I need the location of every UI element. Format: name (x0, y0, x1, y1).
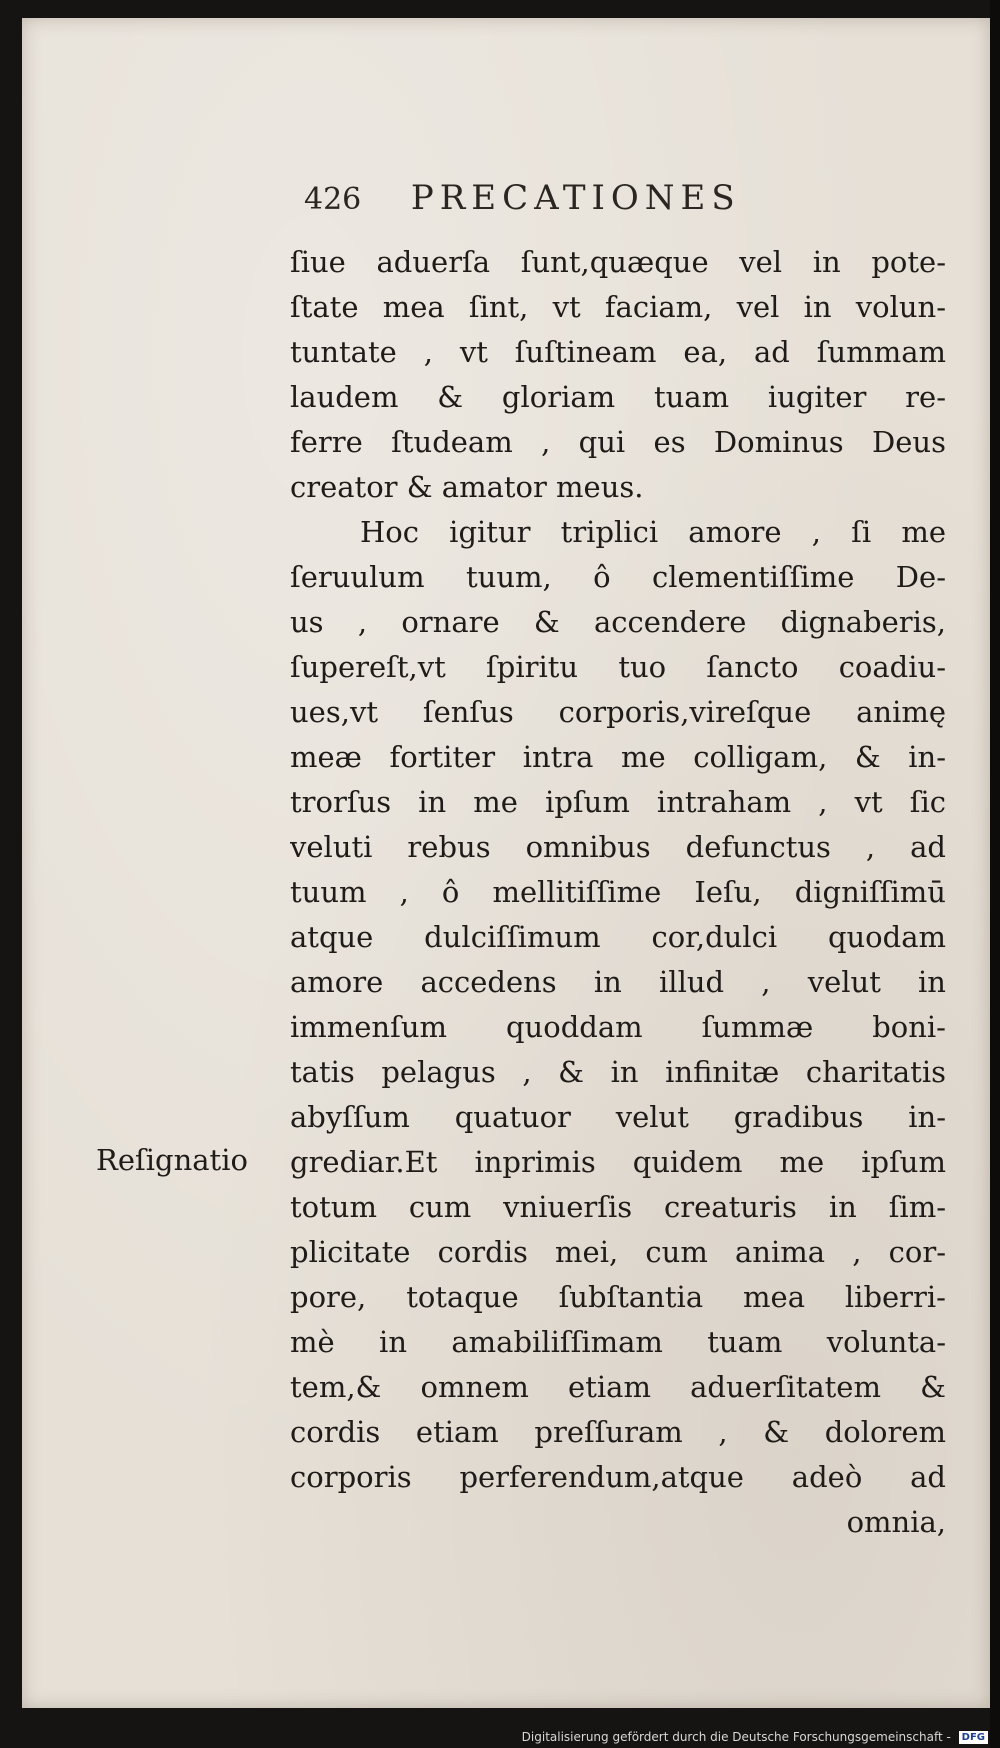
dfg-logo: DFG (959, 1731, 988, 1744)
text-line: plicitate cordis mei, cum anima , cor- (290, 1235, 946, 1269)
catchword: omnia, (846, 1505, 946, 1539)
text-line: veluti rebus omnibus defunctus , ad (290, 830, 946, 864)
text-line: ſupereſt,vt ſpiritu tuo ſancto coadiu- (290, 650, 946, 684)
text-line: creator & amator meus. (290, 470, 644, 504)
text-line: atque dulciſſimum cor,dulci quodam (290, 920, 946, 954)
text-line: laudem & gloriam tuam iugiter re- (290, 380, 946, 414)
text-line: corporis perferendum,atque adeò ad (290, 1460, 946, 1494)
text-line: tatis pelagus , & in infinitæ charitatis (290, 1055, 946, 1089)
running-head: PRECATIONES (410, 178, 741, 218)
text-line: tuntate , vt ſuſtineam ea, ad ſummam (290, 335, 946, 369)
text-line: ſtate mea ſint, vt faciam, vel in volun- (290, 290, 946, 324)
text-line: ſiue aduerſa ſunt,quæque vel in pote- (290, 245, 946, 279)
text-line: trorſus in me ipſum intraham , vt ſic (290, 785, 946, 819)
text-line: amore accedens in illud , velut in (290, 965, 946, 999)
text-line: pore, totaque ſubſtantia mea liberri- (290, 1280, 946, 1314)
text-line: mè in amabiliſſimam tuam volunta- (290, 1325, 946, 1359)
text-line: meæ fortiter intra me colligam, & in- (290, 740, 946, 774)
scan-edge (990, 0, 1000, 1748)
text-line: ferre ſtudeam , qui es Dominus Deus (290, 425, 946, 459)
text-line: cordis etiam preſſuram , & dolorem (290, 1415, 946, 1449)
text-line: grediar.Et inprimis quidem me ipſum (290, 1145, 946, 1179)
text-line: immenſum quoddam ſummæ boni- (290, 1010, 946, 1044)
text-line: tuum , ô mellitiſſime Ieſu, digniſſimū (290, 875, 946, 909)
text-line: Hoc igitur triplici amore , ſi me (360, 515, 946, 549)
text-line: totum cum vniuerſis creaturis in ſim- (290, 1190, 946, 1224)
page-header (304, 178, 741, 218)
credit-text: Digitalisierung gefördert durch die Deutsche Forschungsgemeinschaft - (521, 1730, 951, 1744)
text-line: ſeruulum tuum, ô clementiſſime De- (290, 560, 946, 594)
text-line: ues,vt ſenſus corporis,vireſque animę (290, 695, 946, 729)
text-line: abyſſum quatuor velut gradibus in- (290, 1100, 946, 1134)
body-text (290, 240, 946, 1545)
digitization-credit (522, 1730, 988, 1744)
page-number: 426 (304, 182, 362, 217)
text-line: tem,& omnem etiam aduerſitatem & (290, 1370, 946, 1404)
text-line: us , ornare & accendere dignaberis, (290, 605, 946, 639)
marginal-note: Reſignatio (96, 1143, 248, 1177)
